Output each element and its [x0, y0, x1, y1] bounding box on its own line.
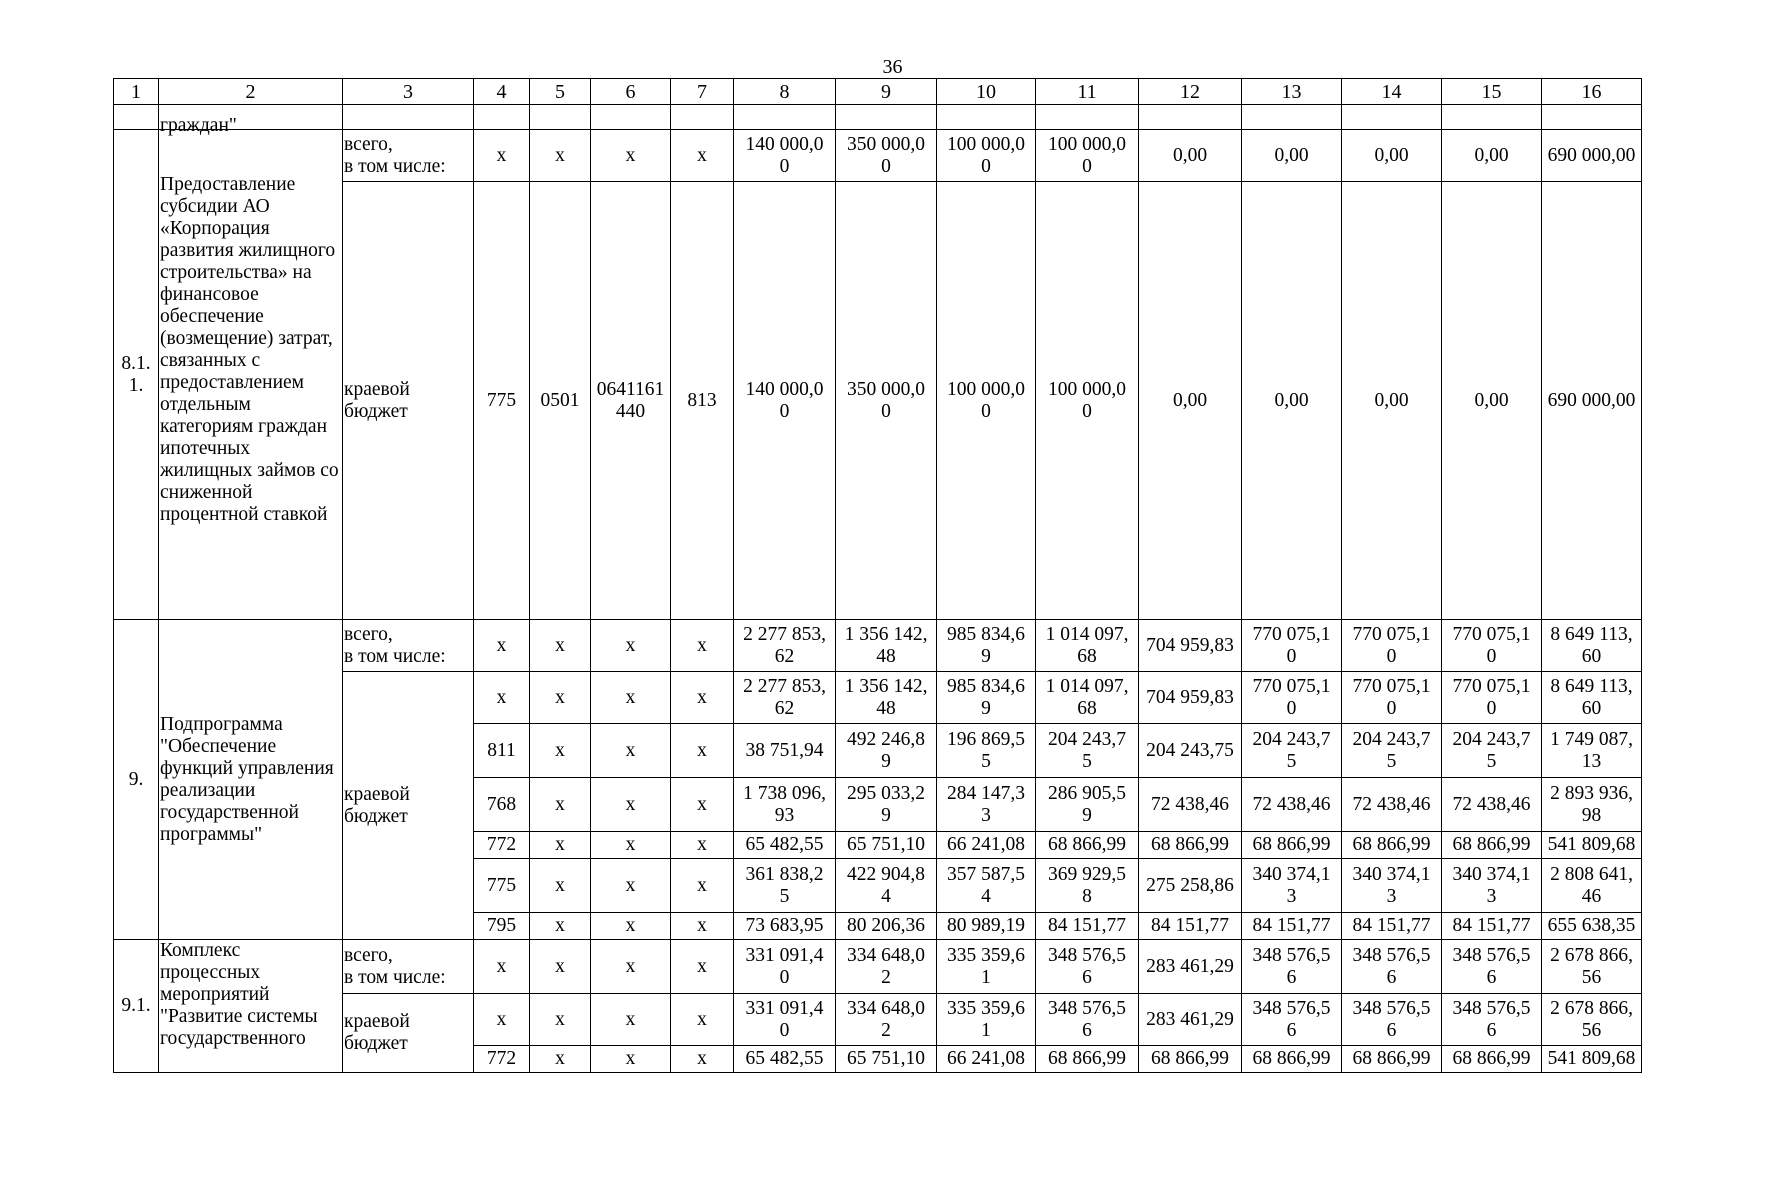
cell: х [474, 620, 530, 672]
column-header: 16 [1542, 79, 1642, 105]
cell: х [474, 672, 530, 724]
measure-name: Подпрограмма "Обеспечение функций управления реализации государственной программы" [159, 620, 343, 940]
cell: 361 838,2 5 [734, 859, 836, 913]
cell: 492 246,8 9 [836, 724, 937, 778]
table-row [114, 182, 1642, 620]
column-header: 11 [1036, 79, 1139, 105]
cell: 340 374,1 3 [1242, 859, 1342, 913]
cell: 283 461,29 [1139, 940, 1242, 994]
cell: 2 678 866, 56 [1542, 994, 1642, 1046]
cell: 0,00 [1139, 182, 1242, 620]
funding-source: всего, в том числе: [343, 130, 474, 182]
cell: 350 000,0 0 [836, 182, 937, 620]
cell: х [591, 913, 671, 940]
cell: 985 834,6 9 [937, 620, 1036, 672]
cell: 704 959,83 [1139, 672, 1242, 724]
cell: 65 482,55 [734, 832, 836, 859]
cell: 770 075,1 0 [1342, 672, 1442, 724]
column-header: 12 [1139, 79, 1242, 105]
measure-name-cell [159, 115, 343, 620]
cell: 284 147,3 3 [937, 778, 1036, 832]
cell: 795 [474, 913, 530, 940]
empty-cell [734, 105, 836, 130]
cell: 100 000,0 0 [1036, 130, 1139, 182]
cell: х [671, 994, 734, 1046]
cell: 72 438,46 [1442, 778, 1542, 832]
cell: 286 905,5 9 [1036, 778, 1139, 832]
page-number: 36 [882, 56, 903, 78]
cell: х [671, 1046, 734, 1073]
cell: х [671, 859, 734, 913]
cell: 335 359,6 1 [937, 940, 1036, 994]
column-header: 1 [114, 79, 159, 105]
cell: 340 374,1 3 [1342, 859, 1442, 913]
cell: 68 866,99 [1442, 1046, 1542, 1073]
cell: х [671, 832, 734, 859]
cell: х [530, 620, 591, 672]
cell: 72 438,46 [1139, 778, 1242, 832]
cell: 340 374,1 3 [1442, 859, 1542, 913]
column-header: 3 [343, 79, 474, 105]
table-row [114, 130, 1642, 182]
cell: 348 576,5 6 [1036, 994, 1139, 1046]
cell: 775 [474, 182, 530, 620]
cell: 985 834,6 9 [937, 672, 1036, 724]
cell: 704 959,83 [1139, 620, 1242, 672]
cell: 770 075,1 0 [1342, 620, 1442, 672]
cell: 68 866,99 [1139, 832, 1242, 859]
empty-cell [1036, 105, 1139, 130]
cell: 0,00 [1442, 130, 1542, 182]
cell: 1 356 142, 48 [836, 672, 937, 724]
cell: 204 243,75 [1139, 724, 1242, 778]
cell: 140 000,0 0 [734, 182, 836, 620]
cell: 100 000,0 0 [937, 182, 1036, 620]
column-header: 9 [836, 79, 937, 105]
cell: х [671, 130, 734, 182]
empty-cell [1342, 105, 1442, 130]
cell: 348 576,5 6 [1442, 994, 1542, 1046]
continuation-row [114, 105, 1642, 130]
cell: 0,00 [1139, 130, 1242, 182]
empty-cell [1139, 105, 1242, 130]
cell: х [591, 940, 671, 994]
cell: х [530, 940, 591, 994]
cell: 813 [671, 182, 734, 620]
cell: х [591, 672, 671, 724]
column-header: 2 [159, 79, 343, 105]
cell: 283 461,29 [1139, 994, 1242, 1046]
empty-cell [1442, 105, 1542, 130]
cell: 204 243,7 5 [1036, 724, 1139, 778]
cell: 72 438,46 [1242, 778, 1342, 832]
cell: 690 000,00 [1542, 182, 1642, 620]
cell: 84 151,77 [1036, 913, 1139, 940]
cell: х [671, 913, 734, 940]
empty-cell [1542, 105, 1642, 130]
column-header: 5 [530, 79, 591, 105]
cell: 84 151,77 [1242, 913, 1342, 940]
cell: 334 648,0 2 [836, 940, 937, 994]
cell: 68 866,99 [1036, 832, 1139, 859]
cell: 140 000,0 0 [734, 130, 836, 182]
cell: 275 258,86 [1139, 859, 1242, 913]
cell: х [530, 672, 591, 724]
cell: 369 929,5 8 [1036, 859, 1139, 913]
measure-name: Предоставление субсидии АО «Корпорация развития жилищного строительства» на финансовое обеспечение (возмещение) затрат, связанных с предоставлением отдельным категориям граждан ипотечных жилищных займов со сниженной процентной ставкой [160, 174, 339, 525]
cell: х [530, 130, 591, 182]
column-header: 6 [591, 79, 671, 105]
cell: 0641161 440 [591, 182, 671, 620]
cell: 100 000,0 0 [1036, 182, 1139, 620]
cell: х [671, 724, 734, 778]
column-header: 15 [1442, 79, 1542, 105]
funding-source: всего, в том числе: [343, 620, 474, 672]
cell: 770 075,1 0 [1242, 672, 1342, 724]
empty-cell [114, 105, 159, 130]
section-number: 8.1. 1. [114, 130, 159, 620]
cell: х [591, 778, 671, 832]
cell: 72 438,46 [1342, 778, 1442, 832]
cell: 2 277 853, 62 [734, 620, 836, 672]
cell: 772 [474, 832, 530, 859]
column-header: 10 [937, 79, 1036, 105]
cell: х [530, 724, 591, 778]
funding-source: краевой бюджет [343, 994, 474, 1073]
cell: 768 [474, 778, 530, 832]
cell: 38 751,94 [734, 724, 836, 778]
cell: 66 241,08 [937, 832, 1036, 859]
cell: 295 033,2 9 [836, 778, 937, 832]
column-header: 14 [1342, 79, 1442, 105]
cell: 1 014 097, 68 [1036, 620, 1139, 672]
cell: 68 866,99 [1242, 832, 1342, 859]
cell: х [591, 724, 671, 778]
cell: 0,00 [1342, 182, 1442, 620]
cell: х [591, 859, 671, 913]
cell: 100 000,0 0 [937, 130, 1036, 182]
cell: 348 576,5 6 [1442, 940, 1542, 994]
cell: х [530, 778, 591, 832]
cell: х [474, 940, 530, 994]
cell: х [591, 620, 671, 672]
empty-cell [530, 105, 591, 130]
cell: х [591, 994, 671, 1046]
funding-source: краевой бюджет [343, 672, 474, 940]
cell: х [671, 940, 734, 994]
empty-cell [474, 105, 530, 130]
cell: 348 576,5 6 [1342, 994, 1442, 1046]
cell: 1 738 096, 93 [734, 778, 836, 832]
cell: 0,00 [1342, 130, 1442, 182]
cell: 348 576,5 6 [1242, 940, 1342, 994]
cell: 80 206,36 [836, 913, 937, 940]
cell: х [530, 913, 591, 940]
cell: х [591, 832, 671, 859]
funding-source: всего, в том числе: [343, 940, 474, 994]
cell: 331 091,4 0 [734, 994, 836, 1046]
cell: 541 809,68 [1542, 1046, 1642, 1073]
cell: 66 241,08 [937, 1046, 1036, 1073]
cell: 2 808 641, 46 [1542, 859, 1642, 913]
cell: 0501 [530, 182, 591, 620]
cell: 84 151,77 [1442, 913, 1542, 940]
cell: х [474, 130, 530, 182]
cell: 84 151,77 [1342, 913, 1442, 940]
column-header: 4 [474, 79, 530, 105]
cell: 204 243,7 5 [1242, 724, 1342, 778]
cell: 541 809,68 [1542, 832, 1642, 859]
cell: 422 904,8 4 [836, 859, 937, 913]
cell: 348 576,5 6 [1036, 940, 1139, 994]
cell: 0,00 [1442, 182, 1542, 620]
cell: 2 893 936, 98 [1542, 778, 1642, 832]
cell: 0,00 [1242, 182, 1342, 620]
cell: 348 576,5 6 [1342, 940, 1442, 994]
cell: 68 866,99 [1342, 1046, 1442, 1073]
cell: 770 075,1 0 [1442, 672, 1542, 724]
empty-cell [1242, 105, 1342, 130]
cell: 1 749 087, 13 [1542, 724, 1642, 778]
cell: 196 869,5 5 [937, 724, 1036, 778]
cell: 65 751,10 [836, 832, 937, 859]
cell: х [671, 778, 734, 832]
cell: 68 866,99 [1036, 1046, 1139, 1073]
cell: х [474, 994, 530, 1046]
cell: 334 648,0 2 [836, 994, 937, 1046]
cell: 1 014 097, 68 [1036, 672, 1139, 724]
cell: х [530, 1046, 591, 1073]
cell: х [591, 130, 671, 182]
overflow-text: граждан" [160, 115, 237, 136]
cell: 84 151,77 [1139, 913, 1242, 940]
cell: 68 866,99 [1139, 1046, 1242, 1073]
cell: 2 678 866, 56 [1542, 940, 1642, 994]
cell: 65 751,10 [836, 1046, 937, 1073]
cell: 8 649 113, 60 [1542, 672, 1642, 724]
cell: 348 576,5 6 [1242, 994, 1342, 1046]
cell: 73 683,95 [734, 913, 836, 940]
empty-cell [836, 105, 937, 130]
funding-source: краевой бюджет [343, 182, 474, 620]
cell: х [671, 620, 734, 672]
empty-cell [591, 105, 671, 130]
cell: 772 [474, 1046, 530, 1073]
cell: 770 075,1 0 [1442, 620, 1542, 672]
empty-cell [671, 105, 734, 130]
cell: 204 243,7 5 [1342, 724, 1442, 778]
budget-table [113, 78, 1642, 1073]
empty-cell [937, 105, 1036, 130]
column-number-row [114, 79, 1642, 105]
cell: 68 866,99 [1442, 832, 1542, 859]
empty-cell [343, 105, 474, 130]
measure-name: Комплекс процессных мероприятий "Развитие системы государственного [159, 940, 343, 1073]
cell: х [591, 1046, 671, 1073]
cell: 690 000,00 [1542, 130, 1642, 182]
cell: 335 359,6 1 [937, 994, 1036, 1046]
cell: 331 091,4 0 [734, 940, 836, 994]
table-row [114, 672, 1642, 724]
section-number: 9. [114, 620, 159, 940]
cell: 357 587,5 4 [937, 859, 1036, 913]
cell: 811 [474, 724, 530, 778]
cell: 68 866,99 [1242, 1046, 1342, 1073]
cell: 2 277 853, 62 [734, 672, 836, 724]
cell: 8 649 113, 60 [1542, 620, 1642, 672]
column-header: 13 [1242, 79, 1342, 105]
cell: 204 243,7 5 [1442, 724, 1542, 778]
cell: 0,00 [1242, 130, 1342, 182]
table-row [114, 620, 1642, 672]
table-row [114, 994, 1642, 1046]
cell: х [671, 672, 734, 724]
column-header: 8 [734, 79, 836, 105]
cell: 65 482,55 [734, 1046, 836, 1073]
cell: 350 000,0 0 [836, 130, 937, 182]
column-header: 7 [671, 79, 734, 105]
cell: 80 989,19 [937, 913, 1036, 940]
cell: 655 638,35 [1542, 913, 1642, 940]
section-number: 9.1. [114, 940, 159, 1073]
cell: 775 [474, 859, 530, 913]
cell: х [530, 859, 591, 913]
table-row [114, 940, 1642, 994]
cell: х [530, 994, 591, 1046]
cell: 68 866,99 [1342, 832, 1442, 859]
cell: х [530, 832, 591, 859]
cell: 770 075,1 0 [1242, 620, 1342, 672]
cell: 1 356 142, 48 [836, 620, 937, 672]
